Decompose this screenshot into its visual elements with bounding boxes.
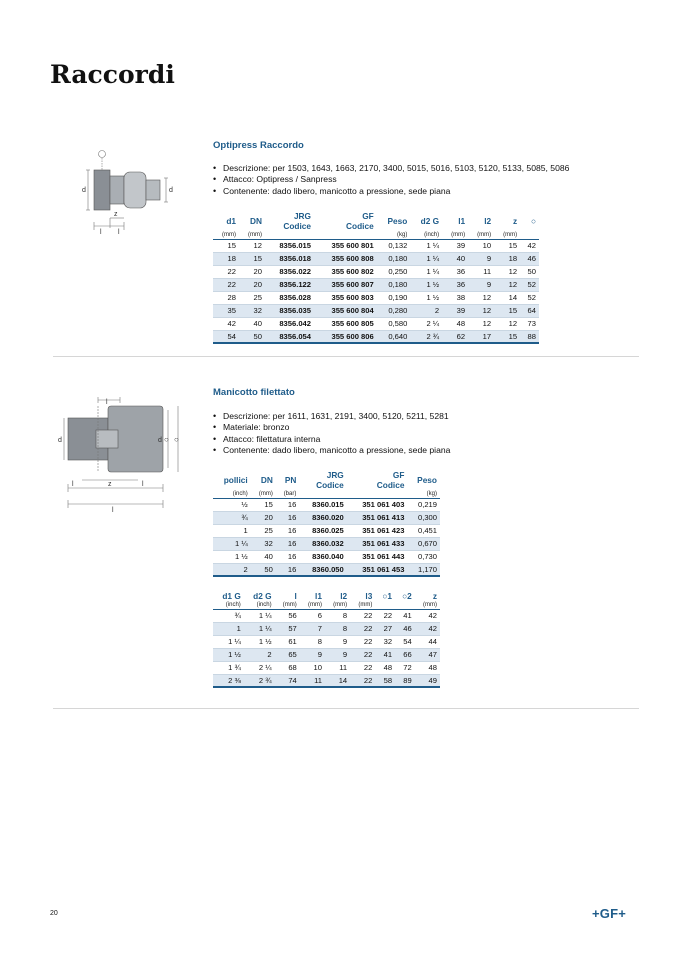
- col-header: l2: [340, 590, 348, 601]
- unit-label: (bar): [276, 490, 299, 498]
- table-row: [213, 265, 539, 278]
- table-row: [213, 278, 539, 291]
- table-cell: 22: [350, 661, 375, 674]
- diagram-label-l: l: [112, 507, 114, 514]
- table-cell: 40: [239, 317, 265, 330]
- table-cell: 68: [275, 661, 300, 674]
- unit-label: [347, 490, 408, 498]
- table-cell: 22: [350, 609, 375, 622]
- manicotto-spec-table: [213, 470, 440, 577]
- section-title-manicotto: Manicotto filettato: [213, 387, 295, 398]
- table-cell: 2 ¼: [410, 317, 442, 330]
- col-header-line: GF: [392, 470, 405, 480]
- table-cell: 0,300: [407, 511, 440, 524]
- unit-label: (mm): [251, 490, 276, 498]
- table-row: [213, 239, 539, 252]
- bullet-item: • Descrizione: per 1611, 1631, 2191, 3400, 5120, 5211, 5281: [213, 411, 450, 422]
- table-cell: 22: [350, 622, 375, 635]
- table-row: [213, 498, 440, 511]
- diagram-label-l1: l: [72, 481, 74, 488]
- table-cell: 15: [494, 304, 520, 317]
- table-cell: 47: [415, 648, 440, 661]
- table-cell: 1 ½: [213, 648, 244, 661]
- table-row: [213, 317, 539, 330]
- table-cell: 1 ¼: [213, 537, 251, 550]
- table-cell: 10: [300, 661, 325, 674]
- table-cell: 28: [213, 291, 239, 304]
- col-header: d1: [226, 216, 236, 226]
- section-divider: [53, 708, 639, 709]
- table-cell: 40: [251, 550, 276, 563]
- table-cell: 351 061 433: [347, 537, 408, 550]
- table-cell: 38: [442, 291, 468, 304]
- table-cell: 11: [325, 661, 350, 674]
- col-header: [347, 470, 408, 490]
- table-cell: 0,132: [377, 239, 411, 252]
- col-header: pollici: [223, 475, 248, 485]
- table-cell: 15: [213, 239, 239, 252]
- table-cell: 12: [468, 304, 494, 317]
- table-cell: 16: [276, 524, 299, 537]
- diagram-label-l2: l: [142, 481, 144, 488]
- table-cell: 355 600 804: [314, 304, 377, 317]
- table-cell: 27: [375, 622, 395, 635]
- col-header: Peso: [387, 216, 408, 226]
- manicotto-description-list: [213, 411, 450, 456]
- page-title: Raccordi: [50, 60, 175, 89]
- table-cell: 73: [520, 317, 539, 330]
- unit-label: (inch): [410, 231, 442, 239]
- unit-label: [395, 601, 415, 609]
- table-cell: 11: [468, 265, 494, 278]
- wrench-size-icon-1: ○: [164, 435, 169, 444]
- diagram-label-d2: d: [158, 437, 162, 444]
- table-cell: 9: [325, 648, 350, 661]
- table-cell: 46: [520, 252, 539, 265]
- table-cell: 9: [325, 635, 350, 648]
- col-header: l3: [365, 590, 373, 601]
- table-cell: 1 ¼: [410, 252, 442, 265]
- table-cell: ¾: [213, 511, 251, 524]
- table-cell: 15: [494, 330, 520, 343]
- table-cell: 8356.042: [265, 317, 314, 330]
- diagram-label-z: z: [114, 211, 118, 218]
- table-cell: 72: [395, 661, 415, 674]
- table-cell: 8360.025: [299, 524, 346, 537]
- table-row: [213, 648, 440, 661]
- table-cell: 48: [375, 661, 395, 674]
- table-cell: 1: [213, 622, 244, 635]
- bullet-item: • Attacco: Optipress / Sanpress: [213, 174, 569, 185]
- table-cell: 46: [395, 622, 415, 635]
- table-cell: 0,451: [407, 524, 440, 537]
- table-cell: 12: [494, 265, 520, 278]
- page-number: 20: [50, 910, 58, 917]
- col-header: DN: [260, 475, 273, 485]
- col-header-line: Codice: [346, 221, 374, 231]
- unit-label: (mm): [442, 231, 468, 239]
- col-header: PN: [284, 475, 297, 485]
- bullet-item: • Materiale: bronzo: [213, 422, 450, 433]
- table-cell: 8: [325, 622, 350, 635]
- bullet-item: • Contenente: dado libero, manicotto a pressione, sede piana: [213, 445, 450, 456]
- table-cell: 351 061 423: [347, 524, 408, 537]
- unit-label: [265, 231, 314, 239]
- table-cell: 351 061 443: [347, 550, 408, 563]
- table-cell: 1,170: [407, 563, 440, 576]
- table-cell: 20: [251, 511, 276, 524]
- threaded-sleeve-diagram: [58, 396, 190, 516]
- table-cell: 20: [239, 278, 265, 291]
- table-cell: 355 600 802: [314, 265, 377, 278]
- table-cell: 42: [213, 317, 239, 330]
- col-header-line: GF: [362, 211, 374, 221]
- table-cell: 36: [442, 278, 468, 291]
- table-cell: 355 600 807: [314, 278, 377, 291]
- table-row: [213, 609, 440, 622]
- unit-label: [375, 601, 395, 609]
- table-cell: 22: [350, 648, 375, 661]
- col-header: [314, 211, 377, 231]
- table-cell: 10: [468, 239, 494, 252]
- table-cell: 0,730: [407, 550, 440, 563]
- diagram-label-d1: d: [82, 187, 86, 194]
- table-cell: 8356.028: [265, 291, 314, 304]
- unit-label: [299, 490, 346, 498]
- table-cell: 18: [494, 252, 520, 265]
- table-cell: 12: [494, 317, 520, 330]
- table-cell: 1 ¼: [244, 609, 275, 622]
- diagram-label-l3: l: [106, 399, 108, 406]
- table-cell: 0,670: [407, 537, 440, 550]
- table-cell: 8360.032: [299, 537, 346, 550]
- table-cell: 351 061 413: [347, 511, 408, 524]
- unit-label: (kg): [407, 490, 440, 498]
- table-cell: 42: [415, 622, 440, 635]
- table-cell: 32: [239, 304, 265, 317]
- col-header-line: Codice: [316, 480, 344, 490]
- col-header: l: [294, 590, 297, 601]
- table-cell: 42: [520, 239, 539, 252]
- table-row: [213, 252, 539, 265]
- table-cell: 7: [300, 622, 325, 635]
- col-header-line: JRG: [326, 470, 344, 480]
- table-cell: 8356.022: [265, 265, 314, 278]
- table-cell: 64: [520, 304, 539, 317]
- table-cell: 2 ⅜: [213, 674, 244, 687]
- table-cell: 0,190: [377, 291, 411, 304]
- table-cell: 355 600 806: [314, 330, 377, 343]
- table-cell: 11: [300, 674, 325, 687]
- table-cell: 12: [468, 317, 494, 330]
- table-cell: 32: [251, 537, 276, 550]
- table-cell: 0,640: [377, 330, 411, 343]
- table-cell: 50: [251, 563, 276, 576]
- col-header: DN: [250, 216, 262, 226]
- table-cell: 2 ¼: [244, 661, 275, 674]
- table-cell: 25: [239, 291, 265, 304]
- table-cell: 355 600 801: [314, 239, 377, 252]
- optipress-fitting-diagram: [78, 148, 188, 238]
- col-header: d2 G: [253, 590, 272, 601]
- manicotto-dimensions-table: [213, 590, 440, 688]
- table-cell: 22: [213, 265, 239, 278]
- wrench-size-icon-2: ○: [174, 435, 179, 444]
- table-cell: 16: [276, 563, 299, 576]
- table-cell: 8360.050: [299, 563, 346, 576]
- section-divider: [53, 356, 639, 357]
- table-row: [213, 550, 440, 563]
- table-cell: 355 600 808: [314, 252, 377, 265]
- table-cell: 351 061 453: [347, 563, 408, 576]
- table-cell: 6: [300, 609, 325, 622]
- table-cell: 2: [410, 304, 442, 317]
- table-cell: ¾: [213, 609, 244, 622]
- table-cell: 355 600 805: [314, 317, 377, 330]
- table-cell: 48: [415, 661, 440, 674]
- table-cell: 8360.020: [299, 511, 346, 524]
- table-row: [213, 674, 440, 687]
- table-cell: 41: [395, 609, 415, 622]
- col-header: ○1: [382, 590, 393, 601]
- unit-label: (kg): [377, 231, 411, 239]
- table-cell: 61: [275, 635, 300, 648]
- table-cell: 16: [276, 511, 299, 524]
- table-cell: 15: [251, 498, 276, 511]
- table-cell: 22: [350, 635, 375, 648]
- diagram-label-l2: l: [118, 229, 120, 236]
- table-cell: 54: [395, 635, 415, 648]
- col-header: Peso: [417, 475, 437, 485]
- table-cell: 1 ¼: [410, 239, 442, 252]
- table-row: [213, 635, 440, 648]
- table-cell: 1 ½: [410, 291, 442, 304]
- table-cell: 65: [275, 648, 300, 661]
- table-cell: 14: [325, 674, 350, 687]
- section-title-optipress: Optipress Raccordo: [213, 140, 304, 151]
- table-cell: 0,219: [407, 498, 440, 511]
- manicotto-dimensions-body: [213, 609, 440, 687]
- col-header: [265, 211, 314, 231]
- table-cell: 39: [442, 239, 468, 252]
- table-cell: 2: [244, 648, 275, 661]
- bullet-item: • Descrizione: per 1503, 1643, 1663, 2170, 3400, 5015, 5016, 5103, 5120, 5133, 5085, 5086: [213, 163, 569, 174]
- diagram-label-d1: d: [58, 437, 62, 444]
- unit-label: [520, 231, 539, 239]
- table-cell: 1 ½: [410, 278, 442, 291]
- table-row: [213, 524, 440, 537]
- optipress-spec-table: [213, 211, 539, 344]
- unit-label: (mm): [300, 601, 325, 609]
- col-header: ○2: [402, 590, 412, 601]
- table-cell: 14: [494, 291, 520, 304]
- table-cell: 1 ½: [244, 635, 275, 648]
- table-row: [213, 563, 440, 576]
- col-header: z: [512, 216, 518, 226]
- table-cell: ½: [213, 498, 251, 511]
- table-cell: 88: [520, 330, 539, 343]
- table-cell: 16: [276, 537, 299, 550]
- table-row: [213, 330, 539, 343]
- table-cell: 16: [276, 498, 299, 511]
- table-cell: 20: [239, 265, 265, 278]
- table-cell: 1 ½: [213, 550, 251, 563]
- table-cell: 9: [468, 278, 494, 291]
- table-cell: 66: [395, 648, 415, 661]
- table-cell: 40: [442, 252, 468, 265]
- unit-label: (mm): [468, 231, 494, 239]
- table-cell: 50: [239, 330, 265, 343]
- bullet-item: • Attacco: filettatura interna: [213, 434, 450, 445]
- table-cell: 18: [213, 252, 239, 265]
- wrench-size-icon: ○: [530, 216, 536, 226]
- table-cell: 25: [251, 524, 276, 537]
- unit-label: (mm): [350, 601, 375, 609]
- table-cell: 9: [300, 648, 325, 661]
- table-cell: 9: [468, 252, 494, 265]
- manicotto-table-body: [213, 498, 440, 576]
- unit-label: (mm): [325, 601, 350, 609]
- table-cell: 50: [520, 265, 539, 278]
- table-row: [213, 291, 539, 304]
- diagram-label-l1: l: [100, 229, 102, 236]
- table-cell: 15: [239, 252, 265, 265]
- table-cell: 351 061 403: [347, 498, 408, 511]
- table-cell: 12: [239, 239, 265, 252]
- table-cell: 2: [213, 563, 251, 576]
- table-cell: 0,180: [377, 252, 411, 265]
- optipress-description-list: [213, 163, 569, 197]
- table-cell: 56: [275, 609, 300, 622]
- table-cell: 8356.018: [265, 252, 314, 265]
- table-row: [213, 537, 440, 550]
- table-cell: 8356.035: [265, 304, 314, 317]
- table-cell: 35: [213, 304, 239, 317]
- diagram-label-d2: d: [169, 187, 173, 194]
- unit-label: (inch): [213, 601, 244, 609]
- col-header: l2: [484, 216, 492, 226]
- table-cell: 12: [468, 291, 494, 304]
- col-header-line: Codice: [376, 480, 405, 490]
- table-cell: 62: [442, 330, 468, 343]
- col-header: d2 G: [420, 216, 440, 226]
- table-row: [213, 622, 440, 635]
- col-header: d1 G: [222, 590, 241, 601]
- unit-label: (mm): [275, 601, 300, 609]
- table-cell: 1 ¼: [410, 265, 442, 278]
- table-cell: 42: [415, 609, 440, 622]
- table-cell: 52: [520, 278, 539, 291]
- table-cell: 8356.054: [265, 330, 314, 343]
- table-cell: 1 ¼: [213, 635, 244, 648]
- table-cell: 49: [415, 674, 440, 687]
- table-row: [213, 661, 440, 674]
- table-cell: 8: [300, 635, 325, 648]
- table-cell: 58: [375, 674, 395, 687]
- col-header: [299, 470, 346, 490]
- table-row: [213, 511, 440, 524]
- table-cell: 52: [520, 291, 539, 304]
- col-header: l1: [458, 216, 466, 226]
- col-header: l1: [315, 590, 322, 601]
- table-cell: 0,580: [377, 317, 411, 330]
- table-cell: 39: [442, 304, 468, 317]
- table-cell: 1: [213, 524, 251, 537]
- unit-label: (mm): [415, 601, 440, 609]
- table-cell: 0,180: [377, 278, 411, 291]
- unit-label: (inch): [213, 490, 251, 498]
- col-header-line: Codice: [283, 221, 311, 231]
- table-cell: 32: [375, 635, 395, 648]
- table-cell: 0,280: [377, 304, 411, 317]
- table-cell: 1 ¾: [213, 661, 244, 674]
- table-cell: 15: [494, 239, 520, 252]
- unit-label: (mm): [494, 231, 520, 239]
- table-cell: 44: [415, 635, 440, 648]
- col-header: z: [432, 590, 437, 601]
- col-header-line: JRG: [293, 211, 311, 221]
- table-cell: 1 ¼: [244, 622, 275, 635]
- table-cell: 2 ¾: [410, 330, 442, 343]
- diagram-label-z: z: [108, 481, 112, 488]
- bullet-item: • Contenente: dado libero, manicotto a pressione, sede piana: [213, 186, 569, 197]
- unit-label: (inch): [244, 601, 275, 609]
- table-cell: 17: [468, 330, 494, 343]
- table-cell: 36: [442, 265, 468, 278]
- optipress-table-body: [213, 239, 539, 343]
- table-cell: 8360.040: [299, 550, 346, 563]
- table-cell: 54: [213, 330, 239, 343]
- table-row: [213, 304, 539, 317]
- table-cell: 57: [275, 622, 300, 635]
- table-cell: 8360.015: [299, 498, 346, 511]
- table-cell: 8356.122: [265, 278, 314, 291]
- table-cell: 41: [375, 648, 395, 661]
- unit-label: [314, 231, 377, 239]
- table-cell: 355 600 803: [314, 291, 377, 304]
- table-cell: 8356.015: [265, 239, 314, 252]
- table-cell: 22: [375, 609, 395, 622]
- table-cell: 8: [325, 609, 350, 622]
- table-cell: 16: [276, 550, 299, 563]
- table-cell: 74: [275, 674, 300, 687]
- unit-label: (mm): [239, 231, 265, 239]
- unit-label: (mm): [213, 231, 239, 239]
- table-cell: 22: [213, 278, 239, 291]
- table-cell: 22: [350, 674, 375, 687]
- table-cell: 48: [442, 317, 468, 330]
- table-cell: 2 ¾: [244, 674, 275, 687]
- table-cell: 12: [494, 278, 520, 291]
- table-cell: 0,250: [377, 265, 411, 278]
- table-cell: 89: [395, 674, 415, 687]
- gf-logo: +GF+: [592, 906, 627, 921]
